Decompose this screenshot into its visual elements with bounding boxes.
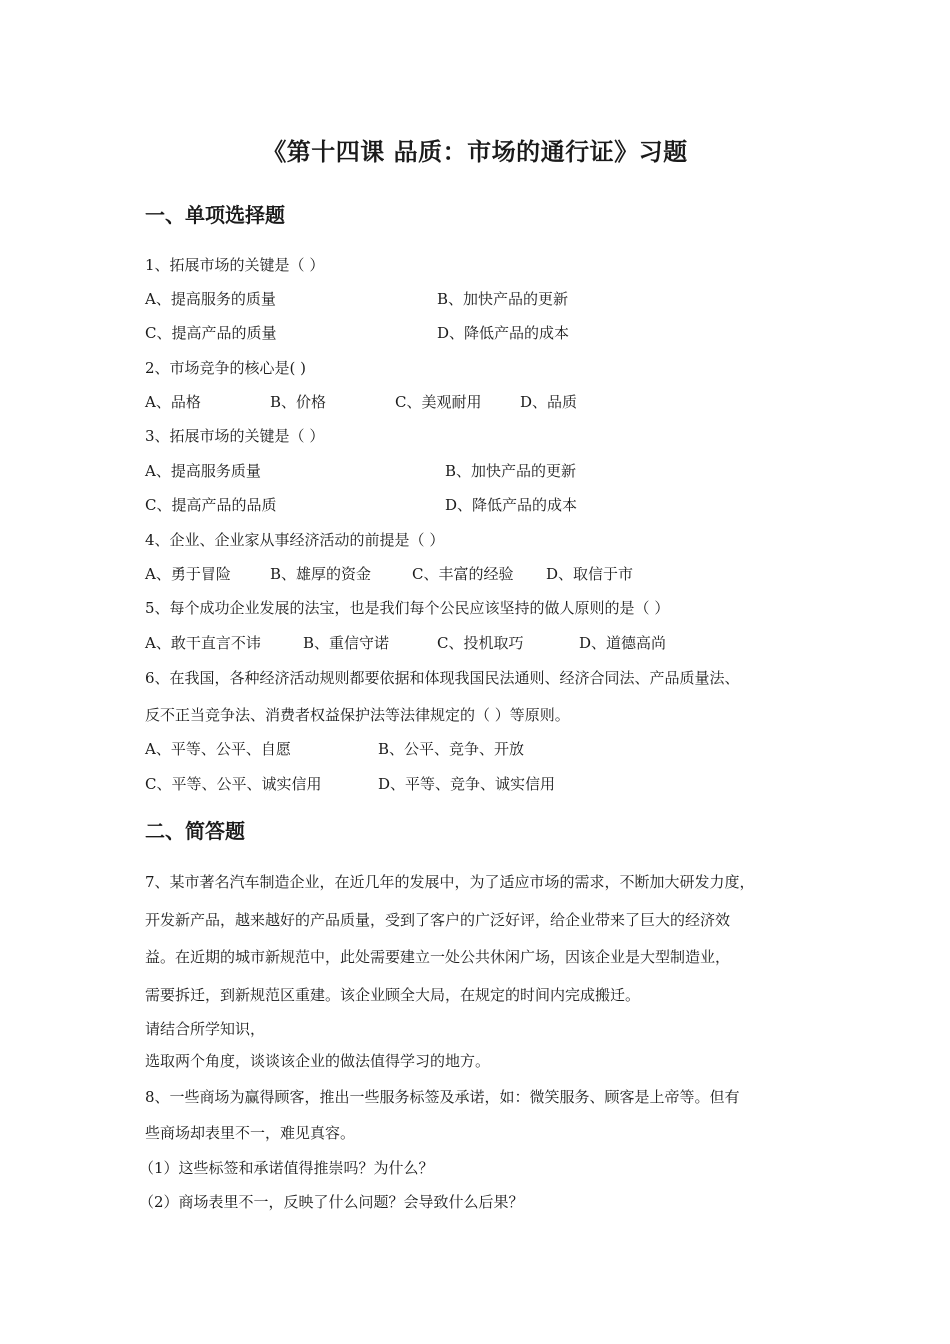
question-7-line-3: 益。在近期的城市新规范中，此处需要建立一处公共休闲广场，因该企业是大型制造业，	[145, 948, 731, 966]
question-5-option-c: C、投机取巧	[437, 634, 524, 652]
question-4-stem: 4、企业、企业家从事经济活动的前提是（ ）	[145, 531, 445, 549]
question-3-option-a: A、提高服务质量	[145, 462, 261, 480]
question-4-option-c: C、丰富的经验	[412, 565, 514, 583]
question-5-stem: 5、每个成功企业发展的法宝，也是我们每个公民应该坚持的做人原则的是（ ）	[145, 599, 670, 617]
question-2-option-a: A、品格	[145, 393, 201, 411]
question-6-option-d: D、平等、竞争、诚实信用	[378, 775, 556, 793]
section-heading-choice: 一、单项选择题	[145, 203, 285, 227]
question-1-option-c: C、提高产品的质量	[145, 324, 277, 342]
question-3-option-b: B、加快产品的更新	[445, 462, 577, 480]
section-heading-short-answer: 二、简答题	[145, 819, 245, 843]
question-4-option-d: D、取信于市	[546, 565, 634, 583]
question-8-line-2: 些商场却表里不一，难见真容。	[145, 1124, 356, 1142]
question-2-option-b: B、价格	[270, 393, 327, 411]
question-7-line-6: 选取两个角度，谈谈该企业的做法值得学习的地方。	[145, 1052, 491, 1070]
question-2-stem: 2、市场竞争的核心是( )	[145, 359, 307, 377]
question-6-line-1: 6、在我国，各种经济活动规则都要依据和体现我国民法通则、经济合同法、产品质量法、	[145, 669, 740, 687]
question-8-sub-1: （1）这些标签和承诺值得推崇吗？为什么？	[139, 1159, 434, 1177]
question-3-option-c: C、提高产品的品质	[145, 496, 277, 514]
question-7-line-2: 开发新产品，越来越好的产品质量，受到了客户的广泛好评，给企业带来了巨大的经济效	[145, 911, 731, 929]
question-5-option-b: B、重信守诺	[303, 634, 390, 652]
question-7-line-1: 7、某市著名汽车制造企业，在近几年的发展中，为了适应市场的需求，不断加大研发力度，	[145, 873, 755, 891]
question-8-line-1: 8、一些商场为赢得顾客，推出一些服务标签及承诺，如：微笑服务、顾客是上帝等。但有	[145, 1088, 740, 1106]
question-6-line-2: 反不正当竞争法、消费者权益保护法等法律规定的（ ）等原则。	[145, 706, 570, 724]
question-1-option-a: A、提高服务的质量	[145, 290, 276, 308]
question-7-line-5: 请结合所学知识，	[145, 1020, 266, 1038]
question-7-line-4: 需要拆迁，到新规范区重建。该企业顾全大局，在规定的时间内完成搬迁。	[145, 986, 641, 1004]
page-title: 《第十四课 品质：市场的通行证》习题	[262, 138, 688, 166]
question-3-stem: 3、拓展市场的关键是（ ）	[145, 427, 325, 445]
question-5-option-a: A、敢干直言不讳	[145, 634, 261, 652]
question-2-option-c: C、美观耐用	[395, 393, 482, 411]
question-1-stem: 1、拓展市场的关键是（ ）	[145, 256, 325, 274]
question-8-sub-2: （2）商场表里不一，反映了什么问题？会导致什么后果？	[139, 1193, 524, 1211]
question-3-option-d: D、降低产品的成本	[445, 496, 578, 514]
question-6-option-a: A、平等、公平、自愿	[145, 740, 291, 758]
question-5-option-d: D、道德高尚	[579, 634, 667, 652]
question-6-option-c: C、平等、公平、诚实信用	[145, 775, 322, 793]
question-1-option-b: B、加快产品的更新	[437, 290, 569, 308]
question-4-option-b: B、雄厚的资金	[270, 565, 372, 583]
question-4-option-a: A、勇于冒险	[145, 565, 231, 583]
question-6-option-b: B、公平、竞争、开放	[378, 740, 525, 758]
question-2-option-d: D、品质	[520, 393, 578, 411]
question-1-option-d: D、降低产品的成本	[437, 324, 570, 342]
